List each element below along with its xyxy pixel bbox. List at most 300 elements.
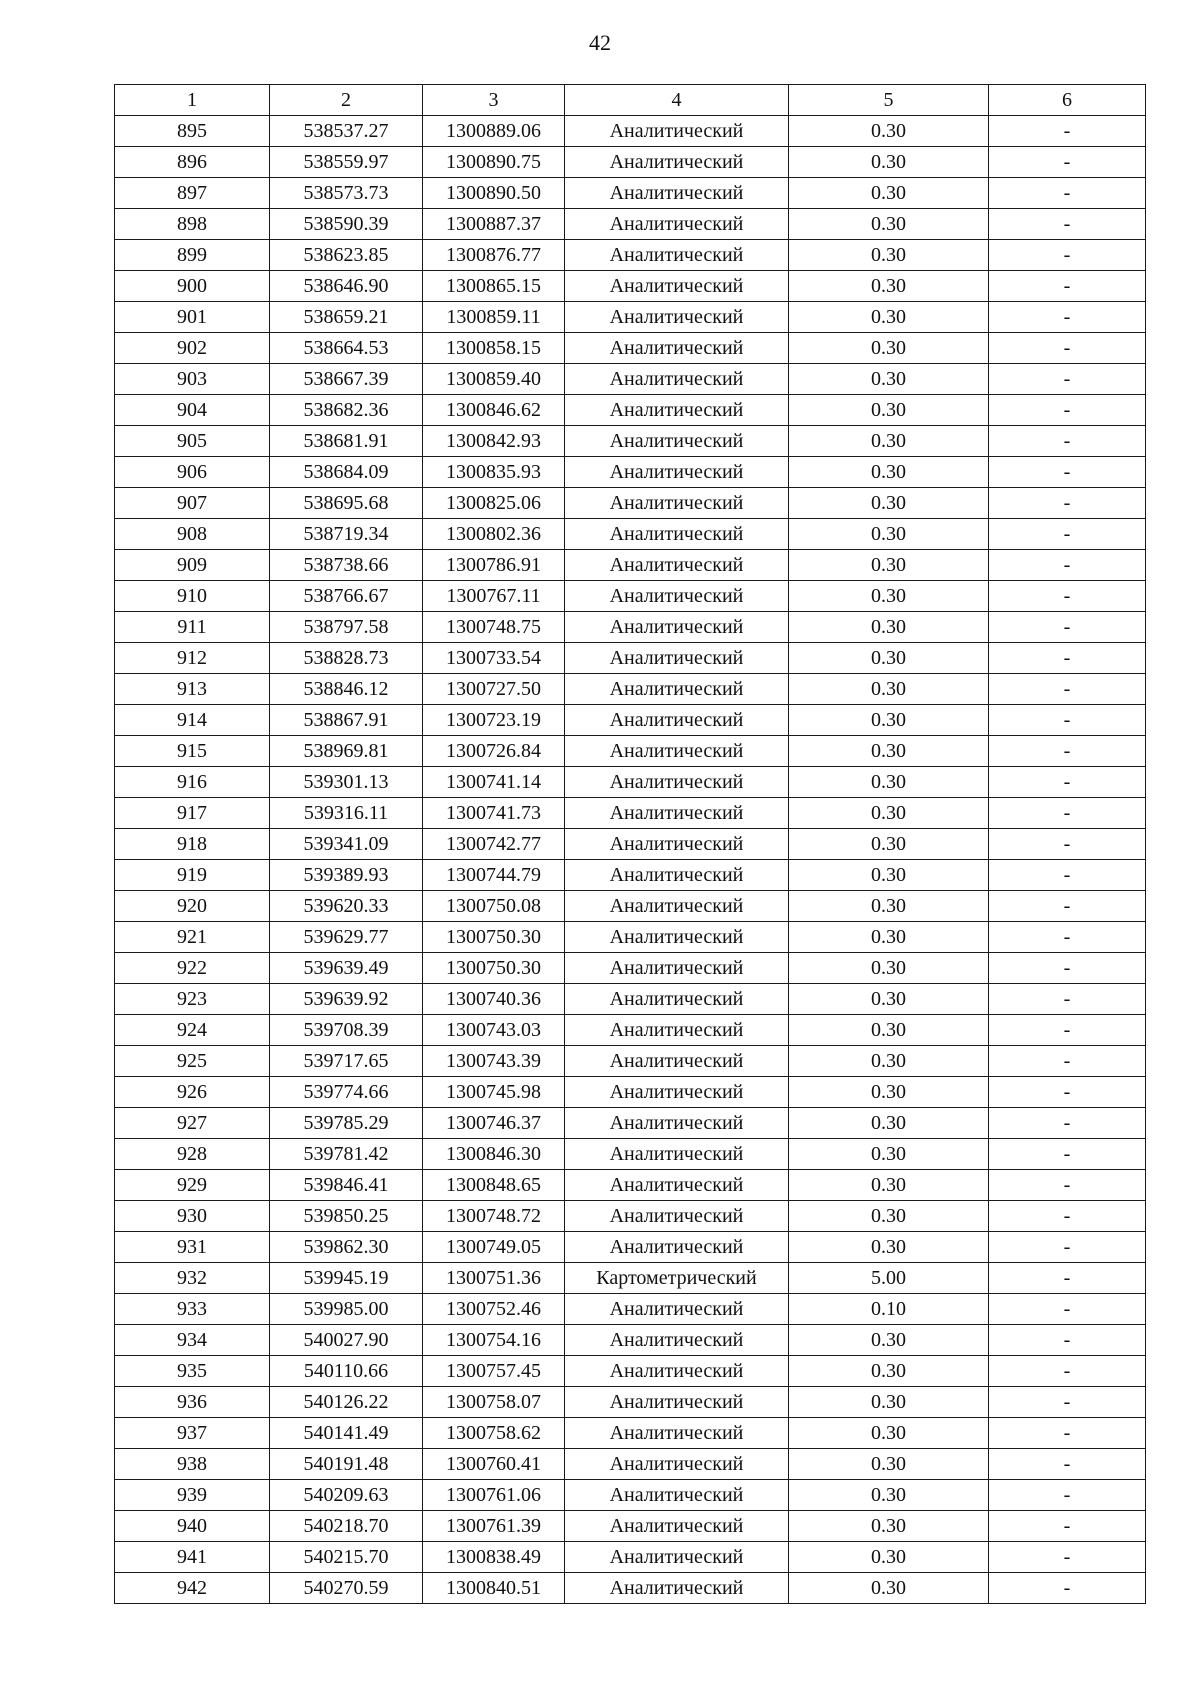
y-coordinate-cell: 1300842.93 xyxy=(423,426,565,457)
table-body xyxy=(115,116,1146,1604)
x-coordinate-cell: 539341.09 xyxy=(270,829,423,860)
table-row xyxy=(115,147,1146,178)
y-coordinate-cell: 1300727.50 xyxy=(423,674,565,705)
description-cell: - xyxy=(989,1325,1146,1356)
description-cell: - xyxy=(989,333,1146,364)
table-row xyxy=(115,116,1146,147)
point-number-cell: 922 xyxy=(115,953,270,984)
method-cell: Аналитический xyxy=(565,426,789,457)
column-header: 2 xyxy=(270,85,423,116)
point-number-cell: 908 xyxy=(115,519,270,550)
x-coordinate-cell: 539389.93 xyxy=(270,860,423,891)
table-row xyxy=(115,364,1146,395)
method-cell: Аналитический xyxy=(565,953,789,984)
x-coordinate-cell: 538684.09 xyxy=(270,457,423,488)
accuracy-cell: 0.30 xyxy=(789,705,989,736)
table-row xyxy=(115,302,1146,333)
table-row xyxy=(115,178,1146,209)
table-row xyxy=(115,1046,1146,1077)
method-cell: Аналитический xyxy=(565,1573,789,1604)
description-cell: - xyxy=(989,395,1146,426)
table-row xyxy=(115,1511,1146,1542)
method-cell: Аналитический xyxy=(565,860,789,891)
accuracy-cell: 0.30 xyxy=(789,1232,989,1263)
coordinates-table xyxy=(114,84,1146,1604)
point-number-cell: 895 xyxy=(115,116,270,147)
point-number-cell: 912 xyxy=(115,643,270,674)
description-cell: - xyxy=(989,767,1146,798)
y-coordinate-cell: 1300865.15 xyxy=(423,271,565,302)
method-cell: Аналитический xyxy=(565,1294,789,1325)
table-row xyxy=(115,333,1146,364)
method-cell: Аналитический xyxy=(565,1511,789,1542)
accuracy-cell: 0.30 xyxy=(789,1046,989,1077)
method-cell: Аналитический xyxy=(565,891,789,922)
point-number-cell: 933 xyxy=(115,1294,270,1325)
table-row xyxy=(115,1077,1146,1108)
point-number-cell: 898 xyxy=(115,209,270,240)
table-row xyxy=(115,1232,1146,1263)
y-coordinate-cell: 1300835.93 xyxy=(423,457,565,488)
y-coordinate-cell: 1300858.15 xyxy=(423,333,565,364)
x-coordinate-cell: 540209.63 xyxy=(270,1480,423,1511)
y-coordinate-cell: 1300750.30 xyxy=(423,953,565,984)
x-coordinate-cell: 540215.70 xyxy=(270,1542,423,1573)
point-number-cell: 897 xyxy=(115,178,270,209)
accuracy-cell: 0.30 xyxy=(789,1356,989,1387)
x-coordinate-cell: 539945.19 xyxy=(270,1263,423,1294)
method-cell: Аналитический xyxy=(565,1201,789,1232)
accuracy-cell: 0.30 xyxy=(789,1108,989,1139)
x-coordinate-cell: 540270.59 xyxy=(270,1573,423,1604)
method-cell: Аналитический xyxy=(565,674,789,705)
description-cell: - xyxy=(989,271,1146,302)
x-coordinate-cell: 538590.39 xyxy=(270,209,423,240)
description-cell: - xyxy=(989,209,1146,240)
y-coordinate-cell: 1300752.46 xyxy=(423,1294,565,1325)
description-cell: - xyxy=(989,519,1146,550)
y-coordinate-cell: 1300745.98 xyxy=(423,1077,565,1108)
table-row xyxy=(115,240,1146,271)
x-coordinate-cell: 539862.30 xyxy=(270,1232,423,1263)
table-row xyxy=(115,1263,1146,1294)
point-number-cell: 904 xyxy=(115,395,270,426)
point-number-cell: 902 xyxy=(115,333,270,364)
x-coordinate-cell: 538681.91 xyxy=(270,426,423,457)
table-row xyxy=(115,1573,1146,1604)
method-cell: Аналитический xyxy=(565,829,789,860)
description-cell: - xyxy=(989,798,1146,829)
y-coordinate-cell: 1300750.08 xyxy=(423,891,565,922)
accuracy-cell: 0.30 xyxy=(789,519,989,550)
point-number-cell: 923 xyxy=(115,984,270,1015)
x-coordinate-cell: 538682.36 xyxy=(270,395,423,426)
description-cell: - xyxy=(989,984,1146,1015)
accuracy-cell: 0.30 xyxy=(789,178,989,209)
table-row xyxy=(115,984,1146,1015)
y-coordinate-cell: 1300748.72 xyxy=(423,1201,565,1232)
method-cell: Аналитический xyxy=(565,488,789,519)
table-row xyxy=(115,519,1146,550)
method-cell: Аналитический xyxy=(565,550,789,581)
description-cell: - xyxy=(989,891,1146,922)
table-row xyxy=(115,1480,1146,1511)
accuracy-cell: 0.30 xyxy=(789,240,989,271)
y-coordinate-cell: 1300751.36 xyxy=(423,1263,565,1294)
method-cell: Аналитический xyxy=(565,364,789,395)
description-cell: - xyxy=(989,1201,1146,1232)
y-coordinate-cell: 1300748.75 xyxy=(423,612,565,643)
method-cell: Аналитический xyxy=(565,240,789,271)
x-coordinate-cell: 539774.66 xyxy=(270,1077,423,1108)
method-cell: Аналитический xyxy=(565,1480,789,1511)
table-row xyxy=(115,891,1146,922)
point-number-cell: 917 xyxy=(115,798,270,829)
method-cell: Аналитический xyxy=(565,922,789,953)
x-coordinate-cell: 538719.34 xyxy=(270,519,423,550)
method-cell: Аналитический xyxy=(565,1015,789,1046)
point-number-cell: 927 xyxy=(115,1108,270,1139)
description-cell: - xyxy=(989,1418,1146,1449)
table-row xyxy=(115,1449,1146,1480)
y-coordinate-cell: 1300887.37 xyxy=(423,209,565,240)
accuracy-cell: 0.30 xyxy=(789,1170,989,1201)
y-coordinate-cell: 1300757.45 xyxy=(423,1356,565,1387)
x-coordinate-cell: 539620.33 xyxy=(270,891,423,922)
x-coordinate-cell: 539639.92 xyxy=(270,984,423,1015)
accuracy-cell: 0.30 xyxy=(789,1573,989,1604)
x-coordinate-cell: 538766.67 xyxy=(270,581,423,612)
accuracy-cell: 0.30 xyxy=(789,984,989,1015)
x-coordinate-cell: 538846.12 xyxy=(270,674,423,705)
point-number-cell: 925 xyxy=(115,1046,270,1077)
method-cell: Аналитический xyxy=(565,116,789,147)
description-cell: - xyxy=(989,1263,1146,1294)
x-coordinate-cell: 539708.39 xyxy=(270,1015,423,1046)
description-cell: - xyxy=(989,1511,1146,1542)
point-number-cell: 900 xyxy=(115,271,270,302)
accuracy-cell: 0.30 xyxy=(789,829,989,860)
table-row xyxy=(115,674,1146,705)
y-coordinate-cell: 1300859.11 xyxy=(423,302,565,333)
description-cell: - xyxy=(989,1573,1146,1604)
x-coordinate-cell: 540027.90 xyxy=(270,1325,423,1356)
table-row xyxy=(115,1108,1146,1139)
x-coordinate-cell: 538659.21 xyxy=(270,302,423,333)
x-coordinate-cell: 539846.41 xyxy=(270,1170,423,1201)
y-coordinate-cell: 1300743.03 xyxy=(423,1015,565,1046)
method-cell: Аналитический xyxy=(565,1325,789,1356)
x-coordinate-cell: 539301.13 xyxy=(270,767,423,798)
accuracy-cell: 0.30 xyxy=(789,488,989,519)
table-row xyxy=(115,1201,1146,1232)
x-coordinate-cell: 538559.97 xyxy=(270,147,423,178)
point-number-cell: 899 xyxy=(115,240,270,271)
accuracy-cell: 0.30 xyxy=(789,1418,989,1449)
accuracy-cell: 0.30 xyxy=(789,922,989,953)
x-coordinate-cell: 540141.49 xyxy=(270,1418,423,1449)
table-row xyxy=(115,705,1146,736)
table-header xyxy=(115,85,1146,116)
method-cell: Аналитический xyxy=(565,395,789,426)
description-cell: - xyxy=(989,922,1146,953)
y-coordinate-cell: 1300750.30 xyxy=(423,922,565,953)
y-coordinate-cell: 1300846.62 xyxy=(423,395,565,426)
y-coordinate-cell: 1300876.77 xyxy=(423,240,565,271)
table-row xyxy=(115,1387,1146,1418)
method-cell: Аналитический xyxy=(565,1046,789,1077)
table-row xyxy=(115,1294,1146,1325)
accuracy-cell: 0.30 xyxy=(789,1077,989,1108)
description-cell: - xyxy=(989,1387,1146,1418)
description-cell: - xyxy=(989,643,1146,674)
description-cell: - xyxy=(989,736,1146,767)
description-cell: - xyxy=(989,1108,1146,1139)
point-number-cell: 942 xyxy=(115,1573,270,1604)
accuracy-cell: 0.30 xyxy=(789,1139,989,1170)
y-coordinate-cell: 1300761.39 xyxy=(423,1511,565,1542)
x-coordinate-cell: 539639.49 xyxy=(270,953,423,984)
table-row xyxy=(115,550,1146,581)
method-cell: Аналитический xyxy=(565,1077,789,1108)
y-coordinate-cell: 1300741.14 xyxy=(423,767,565,798)
point-number-cell: 903 xyxy=(115,364,270,395)
method-cell: Аналитический xyxy=(565,1356,789,1387)
description-cell: - xyxy=(989,550,1146,581)
y-coordinate-cell: 1300838.49 xyxy=(423,1542,565,1573)
y-coordinate-cell: 1300743.39 xyxy=(423,1046,565,1077)
x-coordinate-cell: 540191.48 xyxy=(270,1449,423,1480)
table-row xyxy=(115,426,1146,457)
method-cell: Картометрический xyxy=(565,1263,789,1294)
y-coordinate-cell: 1300741.73 xyxy=(423,798,565,829)
accuracy-cell: 0.30 xyxy=(789,860,989,891)
column-header: 5 xyxy=(789,85,989,116)
description-cell: - xyxy=(989,116,1146,147)
table-row xyxy=(115,1139,1146,1170)
x-coordinate-cell: 538867.91 xyxy=(270,705,423,736)
column-header: 6 xyxy=(989,85,1146,116)
x-coordinate-cell: 539850.25 xyxy=(270,1201,423,1232)
description-cell: - xyxy=(989,705,1146,736)
point-number-cell: 928 xyxy=(115,1139,270,1170)
y-coordinate-cell: 1300802.36 xyxy=(423,519,565,550)
method-cell: Аналитический xyxy=(565,612,789,643)
accuracy-cell: 0.10 xyxy=(789,1294,989,1325)
table-row xyxy=(115,488,1146,519)
point-number-cell: 940 xyxy=(115,1511,270,1542)
x-coordinate-cell: 540126.22 xyxy=(270,1387,423,1418)
point-number-cell: 911 xyxy=(115,612,270,643)
table-row xyxy=(115,1356,1146,1387)
point-number-cell: 913 xyxy=(115,674,270,705)
header-row xyxy=(115,85,1146,116)
description-cell: - xyxy=(989,1046,1146,1077)
table-row xyxy=(115,860,1146,891)
description-cell: - xyxy=(989,612,1146,643)
point-number-cell: 906 xyxy=(115,457,270,488)
method-cell: Аналитический xyxy=(565,736,789,767)
table-row xyxy=(115,612,1146,643)
y-coordinate-cell: 1300767.11 xyxy=(423,581,565,612)
x-coordinate-cell: 539717.65 xyxy=(270,1046,423,1077)
method-cell: Аналитический xyxy=(565,178,789,209)
accuracy-cell: 0.30 xyxy=(789,1201,989,1232)
table-row xyxy=(115,922,1146,953)
table-row xyxy=(115,1170,1146,1201)
point-number-cell: 936 xyxy=(115,1387,270,1418)
y-coordinate-cell: 1300744.79 xyxy=(423,860,565,891)
method-cell: Аналитический xyxy=(565,1387,789,1418)
point-number-cell: 937 xyxy=(115,1418,270,1449)
y-coordinate-cell: 1300733.54 xyxy=(423,643,565,674)
x-coordinate-cell: 539316.11 xyxy=(270,798,423,829)
y-coordinate-cell: 1300890.75 xyxy=(423,147,565,178)
y-coordinate-cell: 1300758.62 xyxy=(423,1418,565,1449)
method-cell: Аналитический xyxy=(565,984,789,1015)
accuracy-cell: 0.30 xyxy=(789,364,989,395)
method-cell: Аналитический xyxy=(565,209,789,240)
y-coordinate-cell: 1300825.06 xyxy=(423,488,565,519)
x-coordinate-cell: 538738.66 xyxy=(270,550,423,581)
description-cell: - xyxy=(989,426,1146,457)
accuracy-cell: 0.30 xyxy=(789,426,989,457)
accuracy-cell: 0.30 xyxy=(789,643,989,674)
table-row xyxy=(115,736,1146,767)
y-coordinate-cell: 1300840.51 xyxy=(423,1573,565,1604)
accuracy-cell: 0.30 xyxy=(789,395,989,426)
accuracy-cell: 0.30 xyxy=(789,1480,989,1511)
point-number-cell: 929 xyxy=(115,1170,270,1201)
method-cell: Аналитический xyxy=(565,519,789,550)
accuracy-cell: 0.30 xyxy=(789,581,989,612)
description-cell: - xyxy=(989,240,1146,271)
description-cell: - xyxy=(989,674,1146,705)
y-coordinate-cell: 1300740.36 xyxy=(423,984,565,1015)
description-cell: - xyxy=(989,302,1146,333)
y-coordinate-cell: 1300889.06 xyxy=(423,116,565,147)
x-coordinate-cell: 539781.42 xyxy=(270,1139,423,1170)
description-cell: - xyxy=(989,1077,1146,1108)
y-coordinate-cell: 1300786.91 xyxy=(423,550,565,581)
y-coordinate-cell: 1300760.41 xyxy=(423,1449,565,1480)
method-cell: Аналитический xyxy=(565,643,789,674)
point-number-cell: 921 xyxy=(115,922,270,953)
table-row xyxy=(115,581,1146,612)
y-coordinate-cell: 1300761.06 xyxy=(423,1480,565,1511)
description-cell: - xyxy=(989,1294,1146,1325)
accuracy-cell: 0.30 xyxy=(789,1325,989,1356)
table-row xyxy=(115,953,1146,984)
table-row xyxy=(115,395,1146,426)
column-header: 3 xyxy=(423,85,565,116)
y-coordinate-cell: 1300749.05 xyxy=(423,1232,565,1263)
method-cell: Аналитический xyxy=(565,798,789,829)
x-coordinate-cell: 538573.73 xyxy=(270,178,423,209)
y-coordinate-cell: 1300726.84 xyxy=(423,736,565,767)
point-number-cell: 910 xyxy=(115,581,270,612)
method-cell: Аналитический xyxy=(565,1418,789,1449)
y-coordinate-cell: 1300846.30 xyxy=(423,1139,565,1170)
accuracy-cell: 0.30 xyxy=(789,116,989,147)
point-number-cell: 924 xyxy=(115,1015,270,1046)
method-cell: Аналитический xyxy=(565,581,789,612)
x-coordinate-cell: 538537.27 xyxy=(270,116,423,147)
table-row xyxy=(115,1418,1146,1449)
accuracy-cell: 0.30 xyxy=(789,209,989,240)
point-number-cell: 926 xyxy=(115,1077,270,1108)
description-cell: - xyxy=(989,457,1146,488)
accuracy-cell: 0.30 xyxy=(789,302,989,333)
accuracy-cell: 0.30 xyxy=(789,1015,989,1046)
y-coordinate-cell: 1300723.19 xyxy=(423,705,565,736)
accuracy-cell: 0.30 xyxy=(789,1449,989,1480)
x-coordinate-cell: 539785.29 xyxy=(270,1108,423,1139)
table-row xyxy=(115,798,1146,829)
method-cell: Аналитический xyxy=(565,1232,789,1263)
description-cell: - xyxy=(989,1449,1146,1480)
accuracy-cell: 0.30 xyxy=(789,333,989,364)
point-number-cell: 919 xyxy=(115,860,270,891)
accuracy-cell: 0.30 xyxy=(789,736,989,767)
y-coordinate-cell: 1300859.40 xyxy=(423,364,565,395)
method-cell: Аналитический xyxy=(565,457,789,488)
point-number-cell: 916 xyxy=(115,767,270,798)
point-number-cell: 907 xyxy=(115,488,270,519)
table-row xyxy=(115,209,1146,240)
y-coordinate-cell: 1300746.37 xyxy=(423,1108,565,1139)
point-number-cell: 905 xyxy=(115,426,270,457)
accuracy-cell: 0.30 xyxy=(789,550,989,581)
method-cell: Аналитический xyxy=(565,271,789,302)
x-coordinate-cell: 540110.66 xyxy=(270,1356,423,1387)
description-cell: - xyxy=(989,1170,1146,1201)
accuracy-cell: 0.30 xyxy=(789,674,989,705)
accuracy-cell: 0.30 xyxy=(789,767,989,798)
x-coordinate-cell: 538646.90 xyxy=(270,271,423,302)
point-number-cell: 920 xyxy=(115,891,270,922)
method-cell: Аналитический xyxy=(565,705,789,736)
y-coordinate-cell: 1300754.16 xyxy=(423,1325,565,1356)
description-cell: - xyxy=(989,488,1146,519)
point-number-cell: 931 xyxy=(115,1232,270,1263)
y-coordinate-cell: 1300758.07 xyxy=(423,1387,565,1418)
accuracy-cell: 0.30 xyxy=(789,457,989,488)
point-number-cell: 930 xyxy=(115,1201,270,1232)
accuracy-cell: 0.30 xyxy=(789,147,989,178)
accuracy-cell: 0.30 xyxy=(789,271,989,302)
x-coordinate-cell: 538797.58 xyxy=(270,612,423,643)
y-coordinate-cell: 1300742.77 xyxy=(423,829,565,860)
x-coordinate-cell: 538695.68 xyxy=(270,488,423,519)
page-number: 42 xyxy=(589,30,611,55)
accuracy-cell: 0.30 xyxy=(789,798,989,829)
table-row xyxy=(115,1542,1146,1573)
method-cell: Аналитический xyxy=(565,1139,789,1170)
point-number-cell: 932 xyxy=(115,1263,270,1294)
column-header: 1 xyxy=(115,85,270,116)
point-number-cell: 939 xyxy=(115,1480,270,1511)
column-header: 4 xyxy=(565,85,789,116)
accuracy-cell: 0.30 xyxy=(789,953,989,984)
point-number-cell: 918 xyxy=(115,829,270,860)
method-cell: Аналитический xyxy=(565,1449,789,1480)
description-cell: - xyxy=(989,1480,1146,1511)
method-cell: Аналитический xyxy=(565,302,789,333)
accuracy-cell: 0.30 xyxy=(789,1542,989,1573)
accuracy-cell: 0.30 xyxy=(789,1511,989,1542)
x-coordinate-cell: 538828.73 xyxy=(270,643,423,674)
